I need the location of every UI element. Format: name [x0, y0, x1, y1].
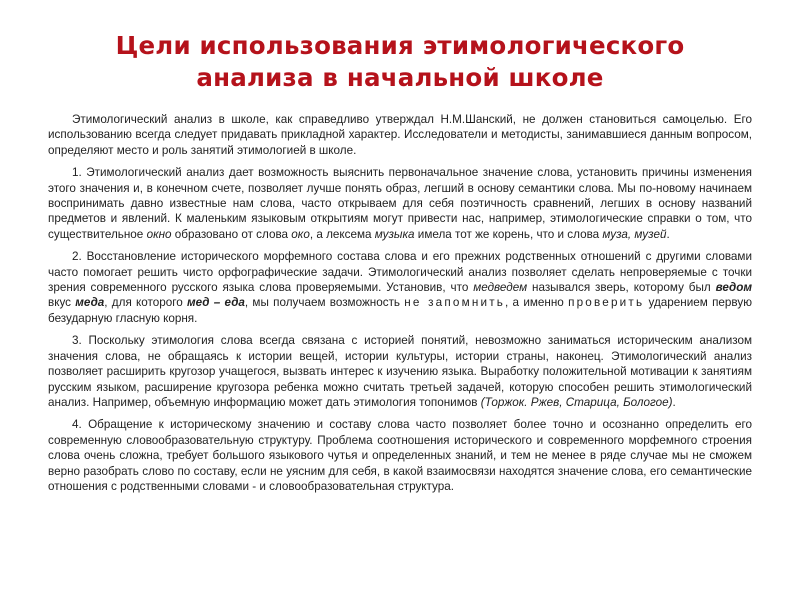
point-2-text-c: вкус	[48, 296, 76, 310]
point-2-word-medvedem: медведем	[473, 281, 528, 295]
point-2-spaced-ne-zapomnit: не запомнить	[404, 296, 506, 310]
point-3	[48, 333, 752, 410]
point-1-word-oko: око	[291, 227, 310, 241]
point-2-text-d: , для которого	[104, 296, 188, 310]
point-2-text-f: , а именно	[505, 296, 569, 310]
slide-title	[48, 30, 752, 94]
point-2-spaced-proverit: проверить	[568, 296, 645, 310]
point-4-number: 4.	[72, 418, 82, 432]
point-1-word-muzyka: музыка	[374, 227, 415, 241]
point-2-text-b: назывался зверь, которому был	[527, 281, 716, 295]
point-1-text-c: , а лексема	[309, 227, 375, 241]
point-1-number: 1.	[72, 166, 82, 180]
point-2	[48, 249, 752, 326]
point-2-word-meda: меда	[75, 296, 105, 310]
point-1-text-a: Этимологический анализ дает возможность выяснить первоначальное значение слова, установить причины изменения этого значения и, в конечном счете, позволяет лучше понять образ, легший в основу семантики слова. Мы по-новому начинаем воспринимать давно известные нам слова, часто открываем для себя поэтичность сравнений, легших в основу названий предметов и явлений. К маленьким языковым открытиям могут привести нас, например, этимологические справки о том, что существительное	[48, 166, 752, 241]
slide-content	[48, 112, 752, 494]
point-4	[48, 417, 752, 494]
point-1-word-muza-muzei: муза, музей	[602, 227, 667, 241]
intro-paragraph	[48, 112, 752, 158]
point-2-text-e: , мы получаем возможность	[244, 296, 405, 310]
point-2-word-med-eda: мед – еда	[187, 296, 245, 310]
point-1-text-b: образовано от слова	[171, 227, 292, 241]
point-2-text-a: Восстановление исторического морфемного состава слова и его прежних родственных отношений с другими словами часто помогает решить чисто орфографические задачи. Этимологический анализ позволяет сделать непроверяемые с точки зрения современного русского языка слова проверяемыми. Установив, что	[48, 250, 752, 295]
point-4-text: Обращение к историческому значению и составу слова часто позволяет более точно и осознанно определить его современную словообразовательную структуру. Проблема соотношения исторического и современного морфемного строения слова очень сложна, требует большого языкового чутья и определенных знаний, и тем не менее в ряде случае мы не сможем верно разобрать слово по составу, если не уясним для себя, в какой взаимосвязи находятся значение слова, его семантические отношения с родственными словами - и словообразовательная структура.	[48, 418, 752, 493]
point-3-text-a: Поскольку этимология слова всегда связана с историей понятий, невозможно заниматься историческим анализом значения слова, не обращаясь к истории вещей, истории культуры, истории страны, наконец. Этимологический анализ позволяет расширить кругозор учащегося, вызвать интерес к изучению языка. Выработку положительной мотивации к занятиям русским языком, расширение кругозора ребенка можно считать третьей задачей, которую способен решить этимологический анализ. Например, объемную информацию может дать этимология топонимов	[48, 334, 752, 409]
title-line-2: анализа в начальной школе	[196, 63, 604, 92]
point-3-number: 3.	[72, 334, 82, 348]
point-1-word-okno: окно	[146, 227, 172, 241]
point-1-text-e: .	[666, 227, 670, 241]
point-1	[48, 165, 752, 242]
point-1-text-d: имела тот же корень, что и слова	[414, 227, 603, 241]
point-3-text-b: .	[672, 395, 676, 409]
point-2-number: 2.	[72, 250, 82, 264]
point-2-text-g: ударением первую безударную гласную корня.	[48, 296, 752, 325]
point-3-toponyms: (Торжок. Ржев, Старица, Бологое)	[480, 395, 673, 409]
point-2-word-vedom: ведом	[715, 281, 753, 295]
intro-text: Этимологический анализ в школе, как справедливо утверждал Н.М.Шанский, не должен становиться самоцелью. Его использованию всегда следует придавать прикладной характер. Исследователи и методисты, занимавшиеся данным вопросом, определяют место и роль занятий этимологией в школе.	[48, 113, 752, 157]
title-line-1: Цели использования этимологического	[115, 31, 685, 60]
